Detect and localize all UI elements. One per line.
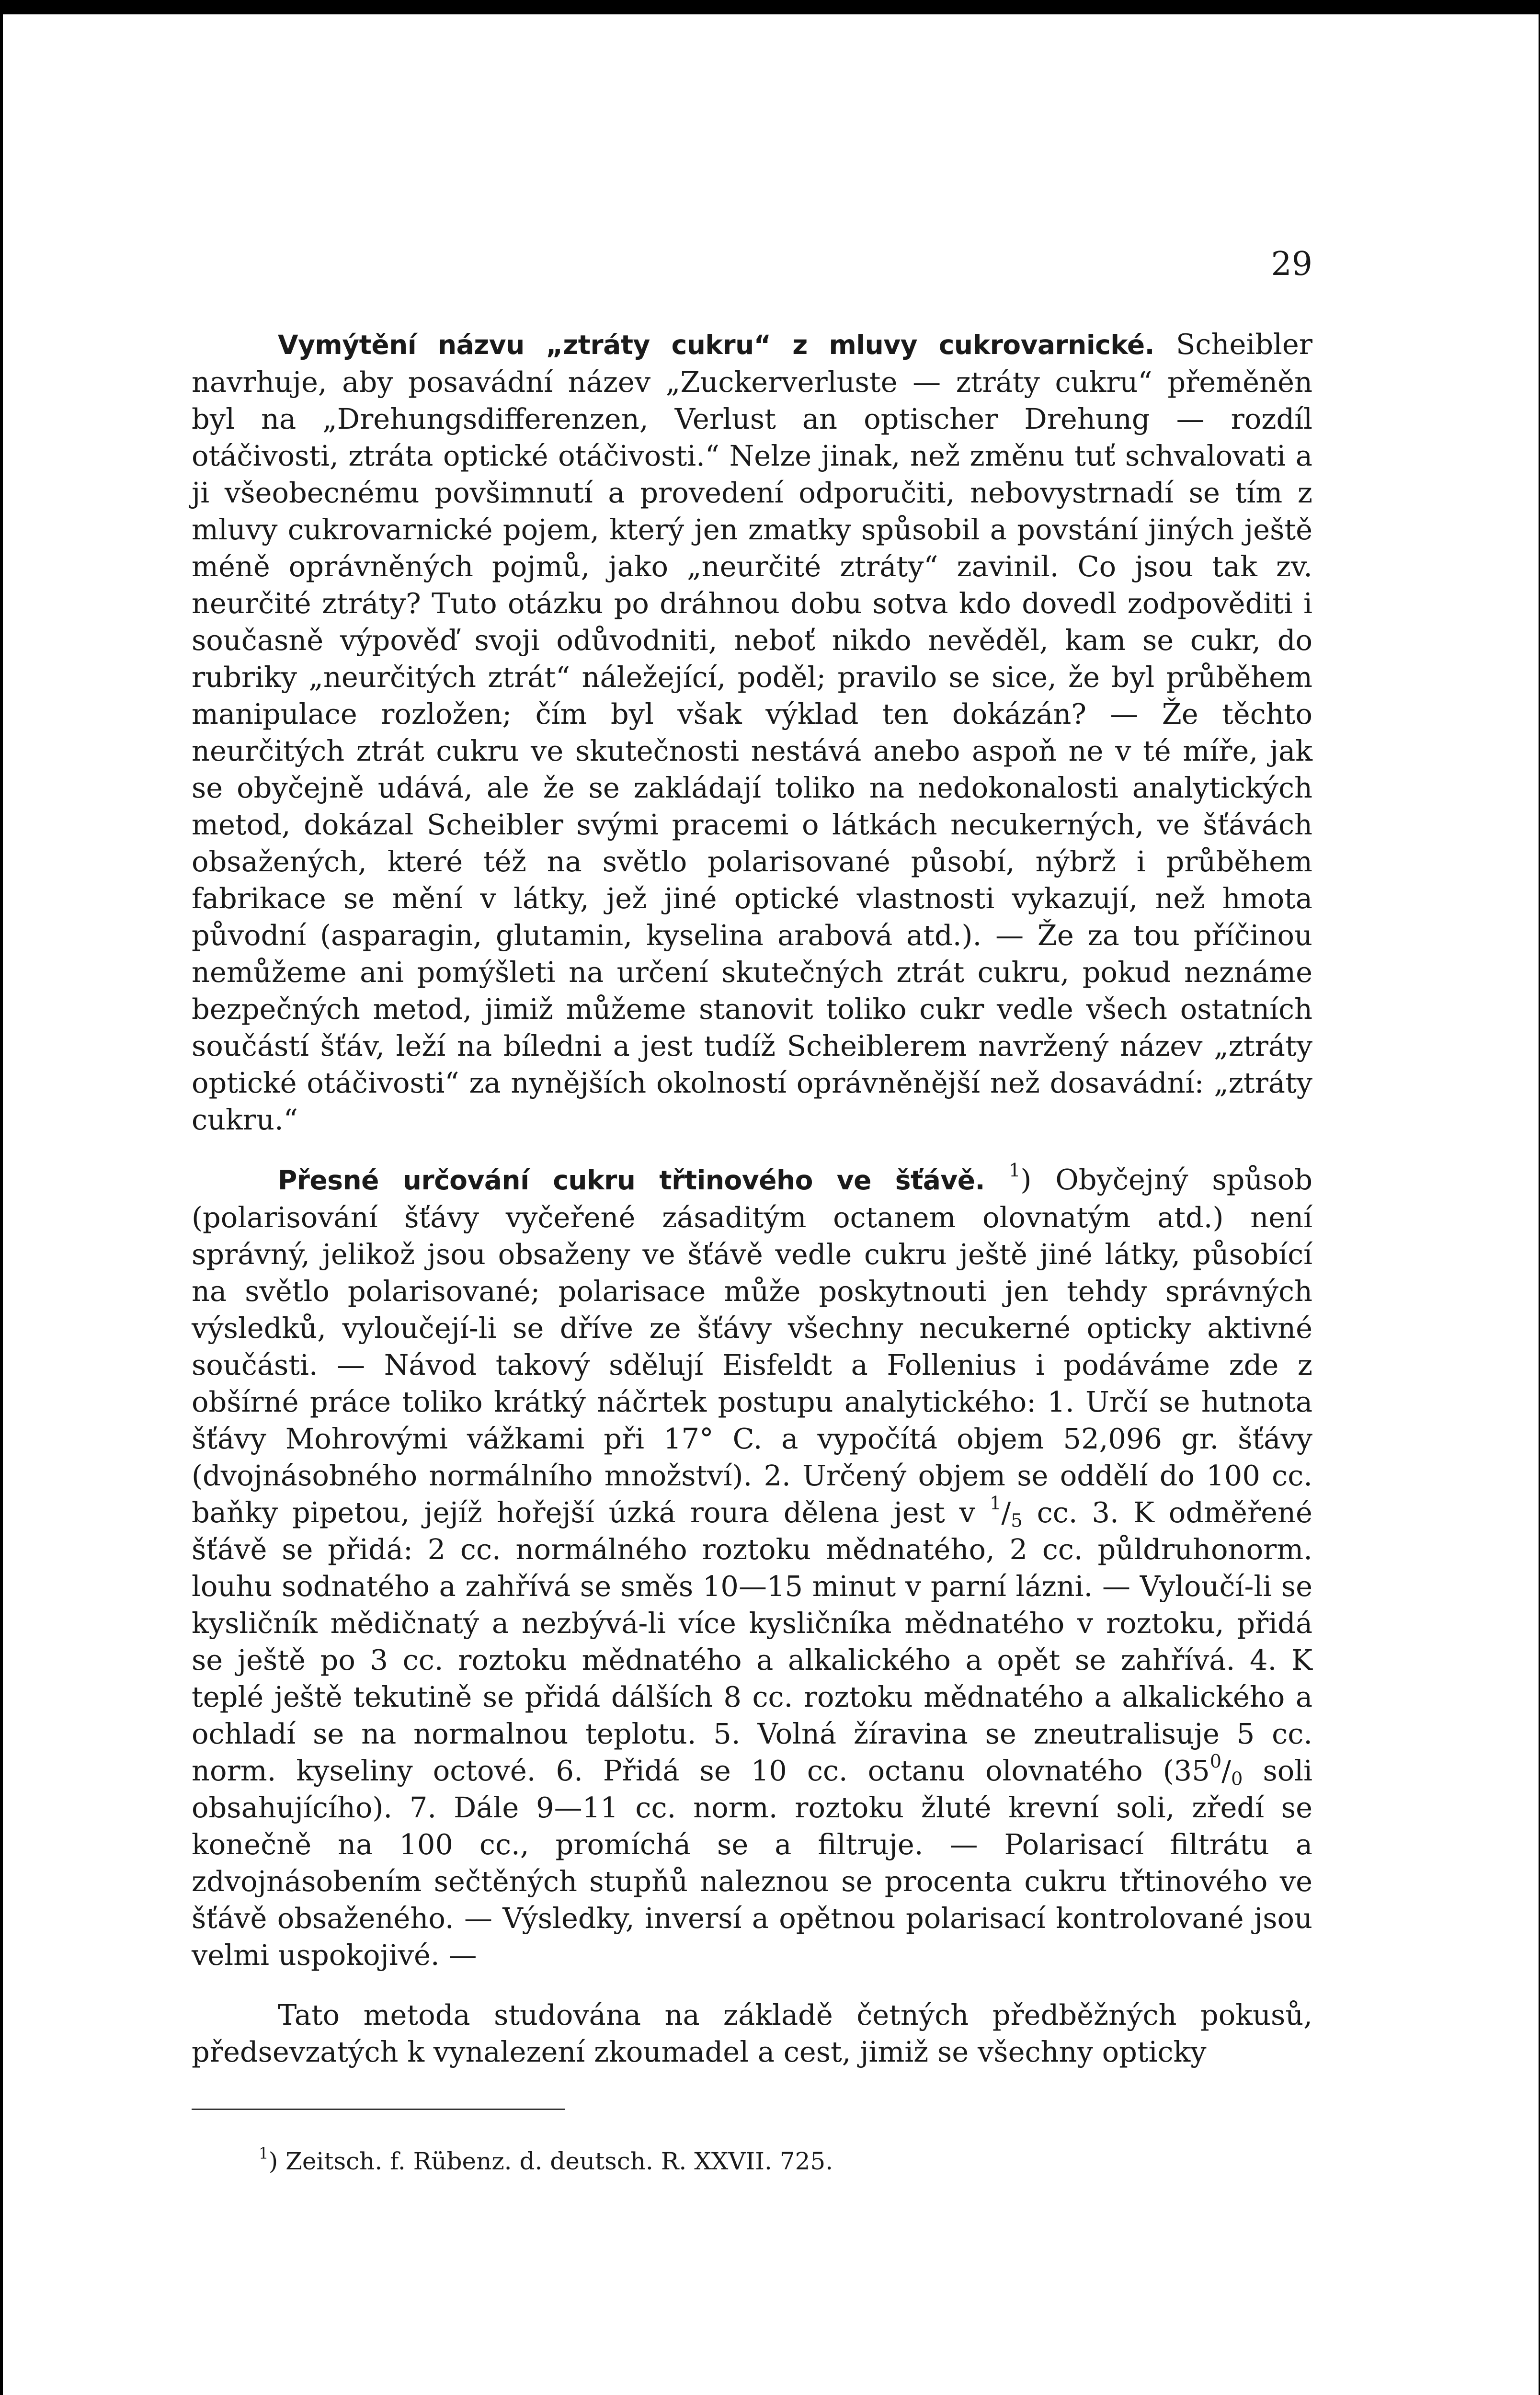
percent-sub: 0 <box>1231 1768 1243 1790</box>
paragraph-text: soli obsahujícího). 7. Dále 9—11 cc. norm. roztoku žluté krevní soli, zředí se konečně na 100 cc., promíchá se a filtruje. — Polarisací filtrátu a zdvojnásobením sečtěných stupňů naleznou se procenta cukru třtinového ve šťávě obsaženého. — Výsledky, inversí a opětnou polarisací kontrolované jsou velmi uspokojivé. — <box>192 1754 1312 1972</box>
footnote-marker: 1 <box>259 2144 269 2163</box>
paragraph-sucrose-determination: Přesné určování cukru třtinového ve šťávě. $^1$) Obyčejný spůsob (polarisování šťávy vyčeřené zásaditým octanem olovnatým atd.) není správný, jelikož jsou obsaženy ve šťávě vedle cukru ještě jiné látky, působící na světlo polarisované; polarisace může poskytnouti jen tehdy správných výsledků, vyloučejí-li se dříve ze šťávy všechny necukerné opticky aktivné součásti. — Návod takový sdělují Eisfeldt a Follenius i podáváme zde z obšírné práce toliko krátký náčrtek postupu analytického: 1. Určí se hutnota šťávy Mohrovými vážkami při 17° C. a vypočítá objem 52,096 gr. šťávy (dvojnásobného normálního množství). 2. Určený objem se oddělí do 100 cc. baňky pipetou, jejíž hořejší úzká roura dělena jest v $^1/_5$ cc. 3. K odměřené šťávě se přidá: 2 cc. normálného roztoku mědnatého, 2 cc. půldruhonorm. louhu sodnatého a zahřívá se směs 10—15 minut v parní lázni. — Vyloučí-li se kysličník mědičnatý a nezbývá-li více kysličníka mědnatého v roztoku, přidá se ještě po 3 cc. roztoku mědnatého a alkalického a opět se zahřívá. 4. K teplé ještě tekutině se přidá dálších 8 cc. roztoku mědnatého a alkalického a ochladí se na normalnou teplotu. 5. Volná žíravina se zneutralisuje 5 cc. norm. kyseliny octové. 6. Přidá se 10 cc. octanu olovnatého ($35^0/_0$ soli obsahujícího). 7. Dále 9—11 cc. norm. roztoku žluté krevní soli, zředí se konečně na 100 cc., promíchá se a filtruje. — Polarisací filtrátu a zdvojnásobením sečtěných stupňů naleznou se procenta cukru třtinového ve šťávě obsaženého. — Výsledky, inversí a opětnou polarisací kontrolované jsou velmi uspokojivé. — <box>192 1160 1312 1972</box>
page-number: 29 <box>1271 245 1312 283</box>
percent-sup: 0 <box>1209 1751 1222 1773</box>
footnote-reference: 1 <box>1008 1160 1021 1182</box>
fraction-denominator: 5 <box>1011 1510 1023 1532</box>
paragraph-text: Obyčejný spůsob (polarisování šťávy vyčeřené zásaditým octanem olovnatým atd.) není správný, jelikož jsou obsaženy ve šťávě vedle cukru ještě jiné látky, působící na světlo polarisované; polarisace může poskytnouti jen tehdy správných výsledků, vyloučejí-li se dříve ze šťávy všechny necukerné opticky aktivné součásti. — Návod takový sdělují Eisfeldt a Follenius i podáváme zde z obšírné práce toliko krátký náčrtek postupu analytického: 1. Určí se hutnota šťávy Mohrovými vážkami při 17° C. a vypočítá objem 52,096 gr. šťávy (dvojnásobného normálního množství). 2. Určený objem se oddělí do 100 cc. baňky pipetou, jejíž hořejší úzká roura dělena jest v <box>192 1163 1312 1529</box>
scan-edge-top <box>0 0 1540 14</box>
paragraph-method-study <box>192 1996 1312 2070</box>
scan-edge-left <box>0 0 3 2395</box>
paragraph-text: Scheibler navrhuje, aby posavádní název „Zuckerverluste — ztráty cukru“ přeměněn byl na „Drehungsdifferenzen, Verlust an optischer Drehung — rozdíl otáčivosti, ztráta optické otáčivosti.“ Nelze jinak, než změnu tuť schvalovati a ji všeobecnému povšimnutí a provedení odporučiti, nebovystrnadí se tím z mluvy cukrovarnické pojem, který jen zmatky spůsobil a povstání jiných ještě méně oprávněných pojmů, jako „neurčité ztráty“ zavinil. Co jsou tak zv. neurčité ztráty? Tuto otázku po dráhnou dobu sotva kdo dovedl zodpověditi i současně výpověď svoji odůvodniti, neboť nikdo nevěděl, kam se cukr, do rubriky „neurčitých ztrát“ náležející, poděl; pravilo se sice, že byl průběhem manipulace rozložen; čím byl však výklad ten dokázán? — Že těchto neurčitých ztrát cukru ve skutečnosti nestává anebo aspoň ne v té míře, jak se obyčejně udává, ale že se zakládají toliko na nedokonalosti analytických metod, dokázal Scheibler svými pracemi o látkách necukerných, ve šťávách obsažených, které též na světlo polarisované působí, nýbrž i průběhem fabrikace se mění v látky, jež jiné optické vlastnosti vykazují, než hmota původní (asparagin, glutamin, kyselina arabová atd.). — Že za tou příčinou nemůžeme ani pomýšleti na určení skutečných ztrát cukru, pokud neznáme bezpečných metod, jimiž můžeme stanovit toliko cukr vedle všech ostatních součástí šťáv, leží na bíledni a jest tudíž Scheiblerem navržený název „ztráty optické otáčivosti“ za nynějších okolností oprávněnější než dosavádní: „ztráty cukru.“ <box>192 328 1312 1136</box>
paragraph-name-eradication <box>192 326 1312 1138</box>
paragraph-text: Tato metoda studována na základě četných předběžných pokusů, předsevzatých k vynalezení zkoumadel a cest, jimiž se všechny opticky <box>192 1998 1312 2068</box>
body-text <box>192 326 1312 2178</box>
footnote-separator <box>192 2109 565 2110</box>
fraction-numerator: 1 <box>989 1493 1002 1515</box>
section-heading-eradication: Vymýtění názvu „ztráty cukru“ z mluvy cukrovarnické. <box>278 330 1155 360</box>
footnote-text: ) Zeitsch. f. Rübenz. d. deutsch. R. XXVII. 725. <box>268 2147 833 2175</box>
section-heading-sucrose: Přesné určování cukru třtinového ve šťávě. <box>278 1165 985 1196</box>
footnote <box>259 2144 1312 2178</box>
paragraph-text: cc. 3. K odměřené šťávě se přidá: 2 cc. normálného roztoku mědnatého, 2 cc. půldruhonorm. louhu sodnatého a zahřívá se směs 10—15 minut v parní lázni. — Vyloučí-li se kysličník mědičnatý a nezbývá-li více kysličníka mědnatého v roztoku, přidá se ještě po 3 cc. roztoku mědnatého a alkalického a opět se zahřívá. 4. K teplé ještě tekutině se přidá dálších 8 cc. roztoku mědnatého a alkalického a ochladí se na normalnou teplotu. 5. Volná žíravina se zneutralisuje 5 cc. norm. kyseliny octové. 6. Přidá se 10 cc. octanu olovnatého (35 <box>192 1496 1312 1787</box>
